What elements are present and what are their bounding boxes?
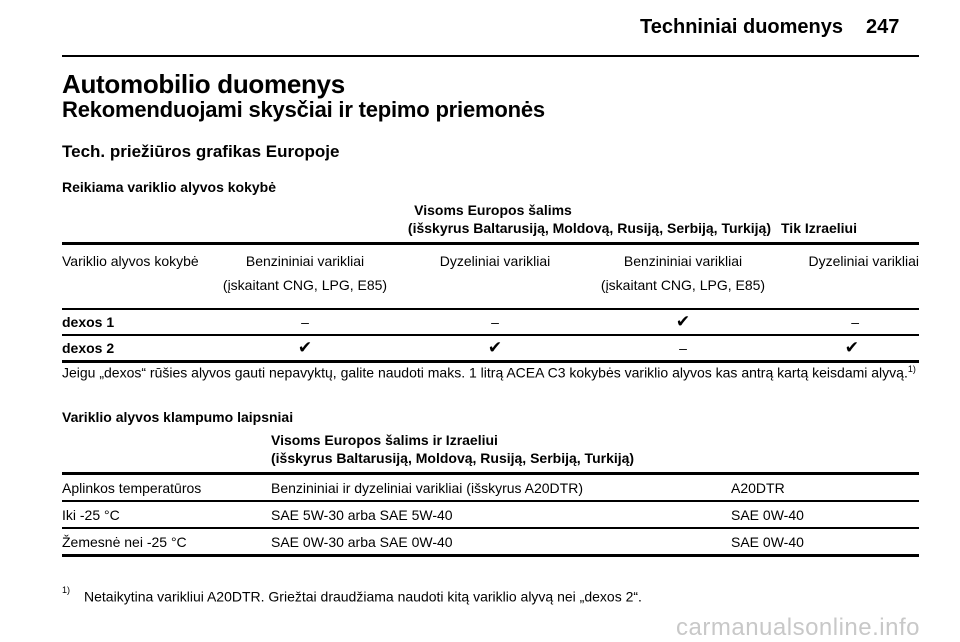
col-oil-quality: Variklio alyvos kokybė	[62, 253, 199, 269]
footnote	[62, 585, 642, 605]
table-cell: SAE 5W-30 arba SAE 5W-40	[271, 501, 731, 528]
col-petrol-israel-note: (įskaitant CNG, LPG, E85)	[600, 277, 766, 293]
footnote-text: Netaikytina varikliui A20DTR. Griežtai draudžiama naudoti kitą variklio alyvą nei „dexos 2“.	[84, 588, 642, 605]
check-icon: ✔	[205, 335, 405, 362]
col-petrol-europe-label: Benzininiai varikliai	[245, 253, 365, 269]
watermark: carmanualsonline.info	[676, 614, 920, 641]
footnote-ref: 1)	[907, 364, 916, 374]
col-diesel-israel: Dyzeliniai varikliai	[808, 253, 919, 269]
col-petrol-israel-label: Benzininiai varikliai	[623, 253, 743, 269]
col-petrol-europe-note: (įskaitant CNG, LPG, E85)	[222, 277, 388, 293]
col-a20dtr: A20DTR	[731, 474, 919, 502]
viscosity-group-line2: (išskyrus Baltarusiją, Moldovą, Rusiją, Serbiją, Turkiją)	[271, 448, 919, 474]
table-row	[62, 501, 919, 528]
table-cell: Iki -25 °C	[62, 501, 271, 528]
check-icon: ✔	[585, 309, 781, 335]
subsection-title: Tech. priežiūros grafikas Europoje	[62, 142, 340, 161]
table-cell: Žemesnė nei -25 °C	[62, 528, 271, 556]
oil-quality-heading: Reikiama variklio alyvos kokybė	[62, 179, 277, 195]
row-label: dexos 2	[62, 335, 205, 362]
page-header-title: Techniniai duomenys	[640, 16, 843, 38]
col-temperature: Aplinkos temperatūros	[62, 474, 271, 502]
section-subtitle: Rekomenduojami skysčiai ir tepimo priemonės	[62, 97, 545, 122]
table-cell: –	[585, 335, 781, 362]
table-row	[62, 335, 919, 362]
footnote-marker: 1)	[62, 585, 71, 595]
table-cell: SAE 0W-40	[731, 528, 919, 556]
viscosity-table	[62, 428, 919, 557]
check-icon: ✔	[405, 335, 585, 362]
table-cell: SAE 0W-30 arba SAE 0W-40	[271, 528, 731, 556]
table-row	[62, 309, 919, 335]
page-number: 247	[866, 16, 900, 38]
group-europe-line2: (išskyrus Baltarusiją, Moldovą, Rusiją, Serbiją, Turkiją)	[205, 218, 781, 244]
group-israel: Tik Izraeliui	[781, 218, 919, 244]
table-cell: SAE 0W-40	[731, 501, 919, 528]
col-diesel-europe: Dyzeliniai varikliai	[439, 253, 551, 269]
oil-quality-table	[62, 198, 919, 363]
paragraph-text: Jeigu „dexos“ rūšies alyvos gauti nepavyktų, galite naudoti maks. 1 litrą ACEA C3 kokybės variklio alyvos kas antrą kartą keisdami alyvą.	[62, 364, 908, 381]
viscosity-table-header	[62, 474, 919, 502]
table-row	[62, 528, 919, 556]
viscosity-heading: Variklio alyvos klampumo laipsniai	[62, 409, 294, 425]
table-cell: –	[405, 309, 585, 335]
row-label: dexos 1	[62, 309, 205, 335]
col-engines: Benzininiai ir dyzeliniai varikliai (išskyrus A20DTR)	[271, 474, 731, 502]
check-icon: ✔	[781, 335, 919, 362]
dexos-note-paragraph	[62, 361, 922, 382]
group-europe-line1: Visoms Europos šalims	[414, 202, 572, 218]
header-rule	[62, 55, 919, 57]
oil-table-subheader	[62, 244, 919, 310]
col-petrol-israel	[585, 244, 781, 310]
section-title: Automobilio duomenys	[62, 69, 345, 99]
col-petrol-europe	[205, 244, 405, 310]
viscosity-group-line1: Visoms Europos šalims ir Izraeliui	[271, 432, 498, 448]
table-cell: –	[781, 309, 919, 335]
table-cell: –	[205, 309, 405, 335]
